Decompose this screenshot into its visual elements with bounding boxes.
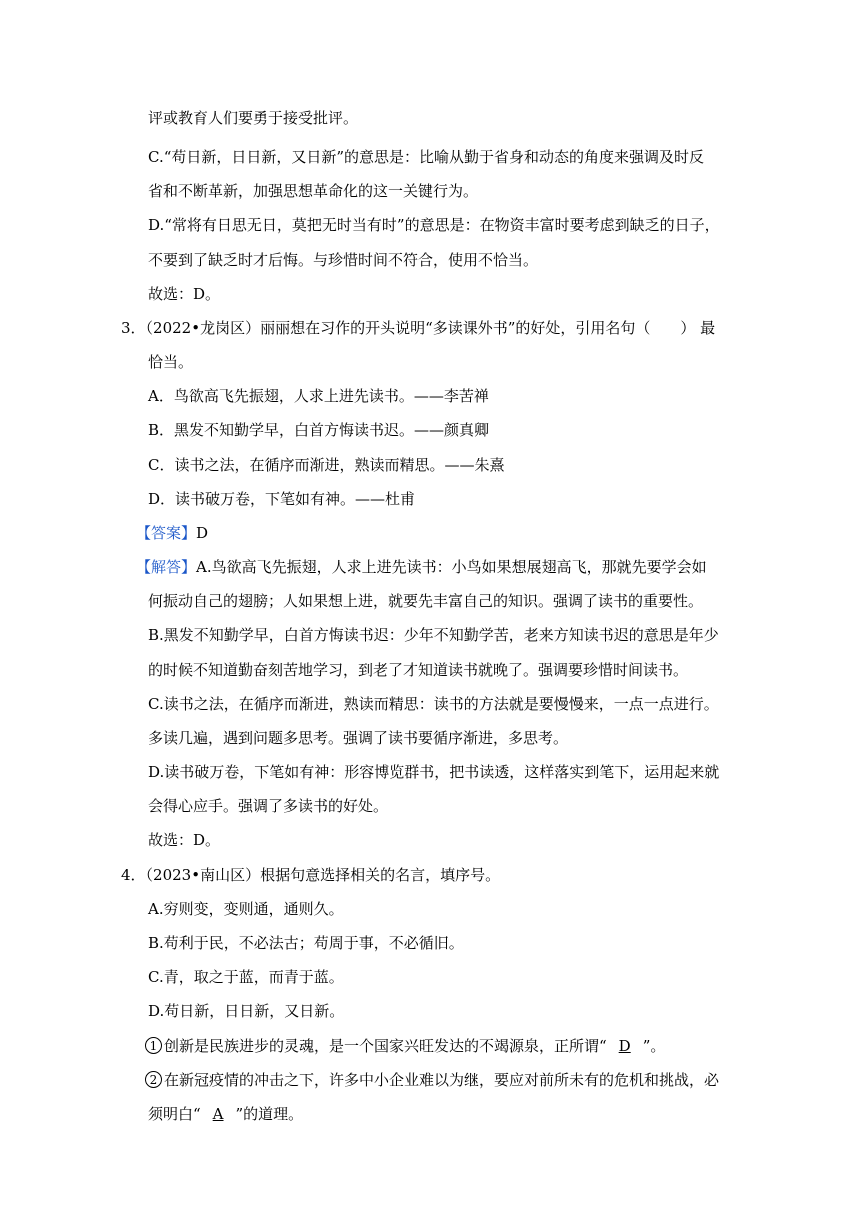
option-c: C.青，取之于蓝，而青于蓝。 xyxy=(148,968,344,986)
answer-blank: A xyxy=(212,1105,224,1123)
circled-number: 2 xyxy=(145,1071,162,1088)
text-line: 不要到了缺乏时才后悔。与珍惜时间不符合，使用不恰当。 xyxy=(148,251,539,269)
question-4-stem: 4．（2023•南山区）根据句意选择相关的名言，填序号。 xyxy=(121,866,501,884)
circled-number: 1 xyxy=(145,1037,162,1054)
option-d: D．读书破万卷，下笔如有神。——杜甫 xyxy=(148,490,416,508)
option-c: C．读书之法，在循序而渐进，熟读而精思。——朱熹 xyxy=(148,456,505,474)
option-d: D.苟日新，日日新，又日新。 xyxy=(148,1002,345,1020)
analysis-line: B.黑发不知勤学早，白首方悔读书迟：少年不知勤学苦，老来方知读书迟的意思是年少 xyxy=(148,626,719,644)
question-number: 3． xyxy=(121,319,146,337)
text-line: 评或教育人们要勇于接受批评。 xyxy=(148,109,359,127)
fill-item-2: 2 在新冠疫情的冲击之下，许多中小企业难以为继，要应对前所未有的危机和挑战，必 xyxy=(145,1070,719,1090)
analysis-line: 会得心应手。强调了多读书的好处。 xyxy=(148,797,389,815)
analysis-line: D.读书破万卷，下笔如有神：形容博览群书，把书读透，这样落实到笔下，运用起来就 xyxy=(148,763,720,781)
analysis-line: 多读几遍，遇到问题多思考。强调了读书要循序渐进，多思考。 xyxy=(148,729,569,747)
analysis-line: 的时候不知道勤奋刻苦地学习，到老了才知道读书就晚了。强调要珍惜时间读书。 xyxy=(148,661,689,679)
text-line: 故选：D。 xyxy=(148,285,221,303)
analysis-line: 何振动自己的翅膀；人如果想上进，就要先丰富自己的知识。强调了读书的重要性。 xyxy=(148,592,704,610)
question-3-stem-cont: 恰当。 xyxy=(148,353,194,371)
analysis-line: C.读书之法，在循序而渐进，熟读而精思：读书的方法就是要慢慢来，一点一点进行。 xyxy=(148,695,719,713)
question-3-stem: 3．（2022•龙岗区）丽丽想在习作的开头说明“多读课外书”的好处，引用名句（ ） 最 xyxy=(121,319,716,337)
answer-tag: 【答案】 xyxy=(136,524,197,542)
text-line: 省和不断革新，加强思想革命化的这一关键行为。 xyxy=(148,182,479,200)
option-b: B.苟利于民，不必法古；苟周于事，不必循旧。 xyxy=(148,934,464,952)
conclusion-line: 故选：D。 xyxy=(148,831,221,849)
option-a: A.穷则变，变则通，通则久。 xyxy=(148,900,344,918)
text-line: D.“常将有日思无日，莫把无时当有时”的意思是：在物资丰富时要考虑到缺乏的日子， xyxy=(148,216,720,234)
option-b: B．黑发不知勤学早，白首方悔读书迟。——颜真卿 xyxy=(148,421,490,439)
answer-blank: D xyxy=(618,1037,631,1055)
fill-item-2-cont: 须明白“ A ”的道理。 xyxy=(148,1105,304,1123)
answer-value: D xyxy=(196,524,209,542)
analysis-line: 【解答】A.鸟欲高飞先振翅，人求上进先读书：小鸟如果想展翅高飞，那就先要学会如 xyxy=(136,558,707,576)
answer-line xyxy=(136,523,208,543)
fill-item-1: 1 创新是民族进步的灵魂，是一个国家兴旺发达的不竭源泉，正所谓“ D ”。 xyxy=(145,1036,665,1056)
text-line: C.“苟日新，日日新，又日新”的意思是：比喻从勤于省身和动态的角度来强调及时反 xyxy=(148,148,705,166)
question-number: 4． xyxy=(121,866,146,884)
option-a: A．鸟欲高飞先振翅，人求上进先读书。——李苦禅 xyxy=(148,387,489,405)
analysis-tag: 【解答】 xyxy=(136,558,197,576)
